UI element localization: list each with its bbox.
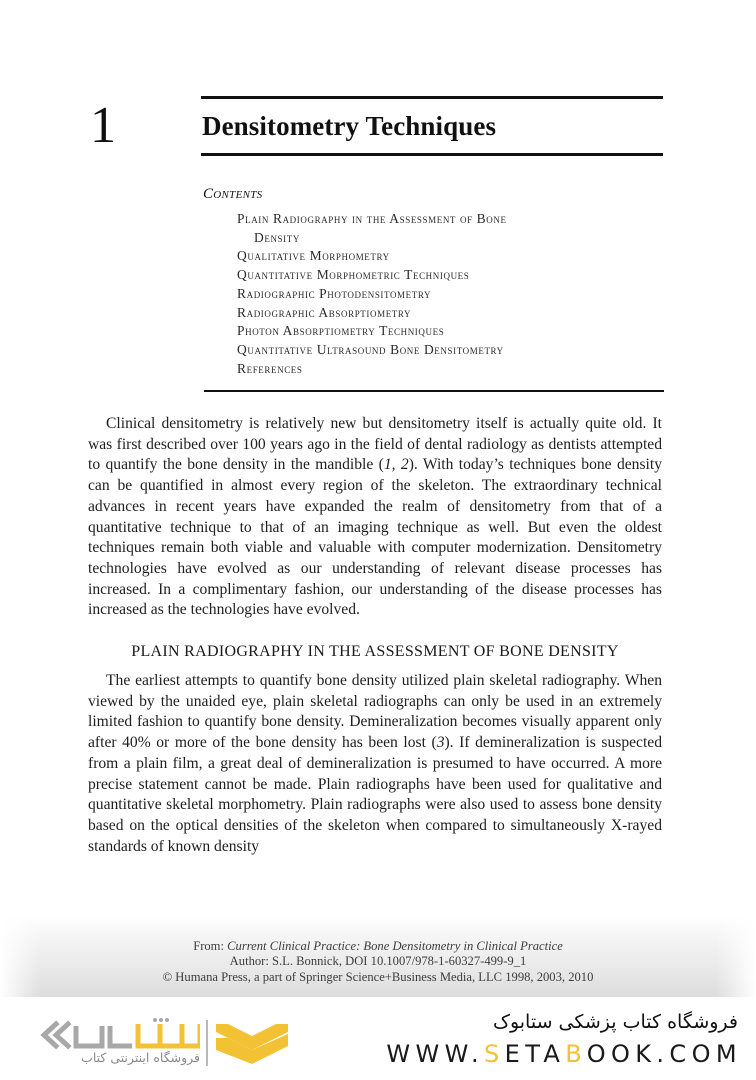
shop-name: فروشگاه کتاب پزشکی ستابوک [492,1011,738,1033]
contents-item-label: Qualitative Morphometry [237,248,390,264]
shop-url-link[interactable] [386,1040,742,1068]
contents-item-continuation[interactable] [237,229,507,248]
contents-item-label: Radiographic Absorptiometry [237,304,412,320]
contents-item[interactable] [237,266,507,285]
chevron-logo-icon [216,1020,288,1068]
title-rule-bottom [201,153,663,156]
contents-item-label: Radiographic Photodensitometry [237,285,432,301]
contents-list [237,210,507,378]
contents-item[interactable] [237,360,507,379]
setabook-wordmark-icon [40,1018,200,1052]
url-part-accent: B [565,1040,587,1068]
section-paragraph [88,671,662,857]
contents-item[interactable] [237,285,507,304]
contents-item-label: Plain Radiography in the Assessment of Bone [237,211,507,226]
contents-item[interactable] [237,247,507,266]
contents-item-label: References [237,360,303,376]
book-title: Current Clinical Practice: Bone Densitometry in Clinical Practice [227,939,563,953]
source-from-line [0,939,756,954]
url-part: OOK.COM [586,1040,742,1068]
source-note [0,939,756,985]
contents-item-label: Photon Absorptiometry Techniques [237,323,445,339]
source-copyright-line: © Humana Press, a part of Springer Science+Business Media, LLC 1998, 2003, 2010 [162,969,594,984]
title-rule-top [201,96,663,99]
logo-divider [206,1020,208,1066]
source-author-line: Author: S.L. Bonnick, DOI 10.1007/978-1-60327-499-9_1 [229,954,527,969]
contents-item[interactable] [237,210,507,229]
citation-link[interactable]: 3 [436,734,445,752]
url-part: ETA [504,1040,566,1068]
logo-tagline: فروشگاه اینترنتی کتاب [81,1050,200,1065]
from-label: From: [193,939,228,953]
contents-heading: Contents [203,186,263,202]
contents-item[interactable] [237,341,507,360]
paragraph-text: ). With today’s techniques bone density can be quantified in almost every region of the skeleton. The extraordinary technical advances in recent years have expanded the realm of densitometry from that of a quantitative technique to that of an imaging technique as well. But even the oldest techniques remain both viable and valuable with computer modernization. Densitometry technologies have evolved as our understanding of relevant disease processes has increased. In a complimentary fashion, our understanding of the disease processes has increased as the technologies have evolved. [88,456,662,619]
intro-paragraph [88,414,662,621]
url-part-accent: S [484,1040,505,1068]
paragraph-text: The earliest attempts to quantify bone density utilized plain skeletal radiography. When viewed by the unaided eye, plain skeletal radiographs can only be used in an extremely limited fashion to quantify bone density. Demineralization becomes visually apparent only after 40% or more of the bone density has been lost ( [88,672,662,752]
contents-item-label: Quantitative Ultrasound Bone Densitometry [237,341,504,357]
chapter-number: 1 [90,97,116,154]
contents-item-label: Density [254,229,300,245]
contents-rule [204,390,664,392]
citation-link[interactable]: 1, 2 [383,456,409,474]
chapter-title: Densitometry Techniques [202,111,497,141]
section-heading: PLAIN RADIOGRAPHY IN THE ASSESSMENT OF BONE DENSITY [131,643,619,660]
contents-item-label: Quantitative Morphometric Techniques [237,267,470,283]
url-part: WWW. [386,1040,484,1068]
contents-item[interactable] [237,322,507,341]
contents-item[interactable] [237,304,507,323]
paragraph-text: Clinical densitometry is relatively new but densitometry itself is actually quite old. It was first described over 100 years ago in the field of dental radiology as dentists attempted to quantify the bone density in the mandible ( [88,415,662,474]
paragraph-text: ). If demineralization is suspected from a plain film, a great deal of demineralization is presumed to have occurred. A more precise statement cannot be made. Plain radiographs have been used for qualitative and quantitative skeletal morphometry. Plain radiographs were also used to assess bone density based on the optical densities of the skeleton when compared to simultaneously X-rayed standards of known density [88,734,663,855]
